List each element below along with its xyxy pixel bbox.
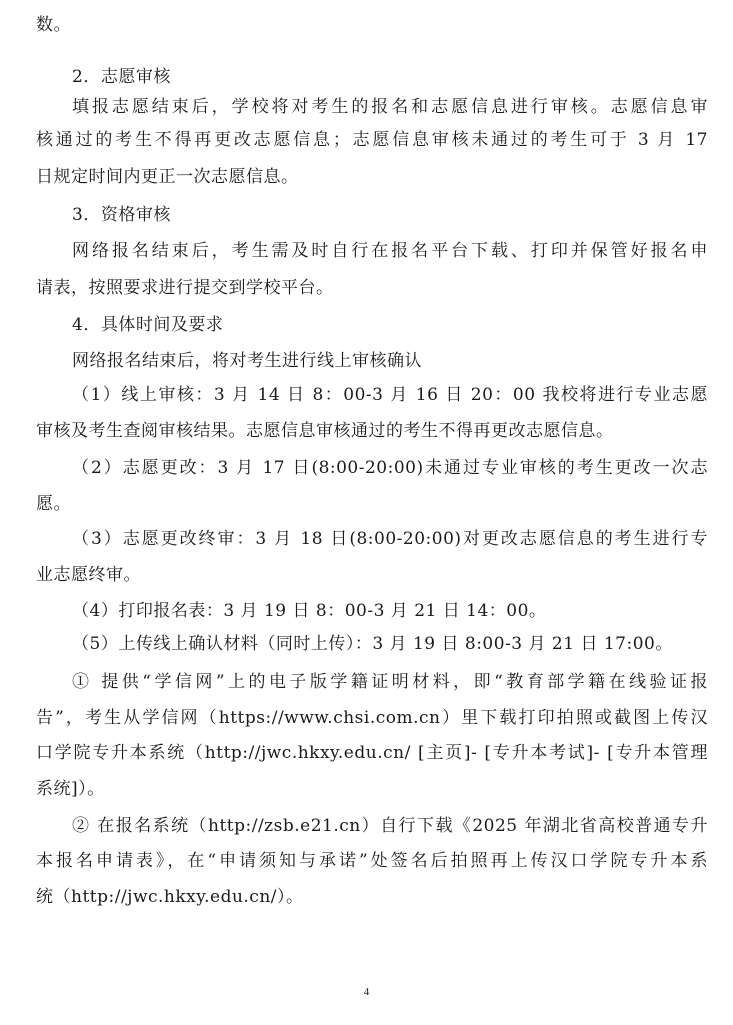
- text-line: 统（http://jwc.hkxy.edu.cn/）。: [36, 887, 304, 907]
- text-line: 4．具体时间及要求: [72, 315, 224, 335]
- text-line: （1）线上审核：3 月 14 日 8：00-3 月 16 日 20：00 我校将进行专业志愿: [72, 385, 708, 405]
- text-line: 业志愿终审。: [36, 565, 141, 585]
- text-line: 请表，按照要求进行提交到学校平台。: [36, 278, 334, 298]
- text-line: 审核及考生查阅审核结果。志愿信息审核通过的考生不得再更改志愿信息。: [36, 421, 614, 441]
- text-line: （5）上传线上确认材料（同时上传）：3 月 19 日 8:00-3 月 21 日 17:00。: [72, 634, 673, 654]
- text-line: 本报名申请表》，在“申请须知与承诺”处签名后拍照再上传汉口学院专升本系: [36, 851, 708, 871]
- text-line: 2．志愿审核: [72, 67, 171, 87]
- text-line: （4）打印报名表：3 月 19 日 8：00-3 月 21 日 14：00。: [72, 601, 547, 621]
- text-line: ② 在报名系统（http://zsb.e21.cn）自行下载《2025 年湖北省高校普通专升: [72, 816, 708, 836]
- text-line: 核通过的考生不得再更改志愿信息；志愿信息审核未通过的考生可于 3 月 17: [36, 130, 708, 150]
- text-line: 系统]）。: [36, 779, 105, 799]
- text-line: 愿。: [36, 494, 71, 514]
- text-line: 网络报名结束后，考生需及时自行在报名平台下载、打印并保管好报名申: [72, 241, 708, 261]
- text-line: （3）志愿更改终审：3 月 18 日(8:00-20:00)对更改志愿信息的考生进行专: [72, 529, 708, 549]
- text-line: 3．资格审核: [72, 205, 171, 225]
- text-line: 告”，考生从学信网（https://www.chsi.com.cn）里下载打印拍照或截图上传汉: [36, 708, 708, 728]
- text-line: 填报志愿结束后，学校将对考生的报名和志愿信息进行审核。志愿信息审: [72, 97, 708, 117]
- text-line: 网络报名结束后，将对考生进行线上审核确认: [72, 351, 422, 371]
- text-line: 日规定时间内更正一次志愿信息。: [36, 167, 299, 187]
- text-line: 口学院专升本系统（http://jwc.hkxy.edu.cn/ [主页]- [专升本考试]- [专升本管理: [36, 743, 708, 763]
- text-line: 数。: [36, 15, 71, 35]
- text-line: ① 提供“学信网”上的电子版学籍证明材料，即“教育部学籍在线验证报: [72, 672, 708, 692]
- text-line: （2）志愿更改：3 月 17 日(8:00-20:00)未通过专业审核的考生更改一次志: [72, 458, 708, 478]
- page-number: 4: [363, 986, 370, 998]
